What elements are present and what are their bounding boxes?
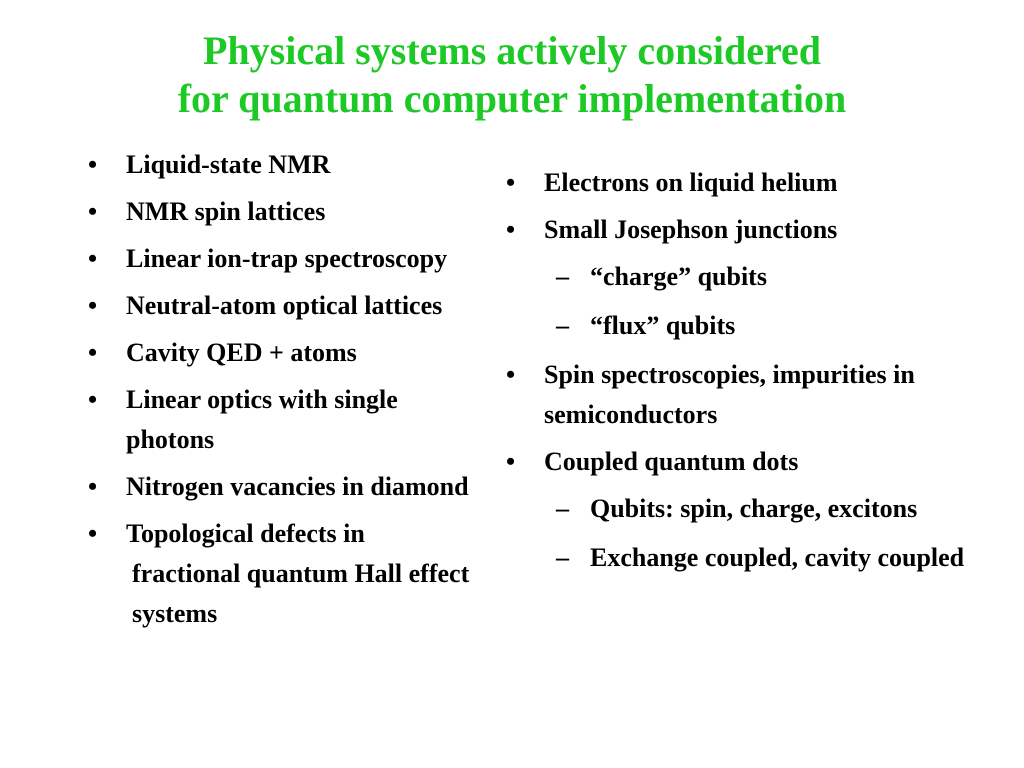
list-item-text: Neutral-atom optical lattices — [126, 291, 443, 320]
list-item — [88, 239, 488, 279]
bullet-icon: • — [88, 338, 98, 367]
list-item — [88, 467, 488, 507]
dash-icon: – — [556, 543, 569, 572]
bullet-icon: • — [506, 215, 516, 244]
list-item — [88, 333, 488, 373]
bullet-icon: • — [506, 447, 516, 476]
list-item-text: NMR spin lattices — [126, 197, 326, 226]
sub-list-item — [506, 489, 1016, 529]
bullet-icon: • — [88, 150, 98, 179]
list-item-text: Coupled quantum dots — [544, 447, 799, 476]
left-bullet-list — [88, 145, 488, 641]
list-item-text: Spin spectroscopies, impurities in semiconductors — [544, 360, 915, 429]
list-item — [88, 380, 488, 460]
dash-icon: – — [556, 494, 569, 523]
list-item — [506, 355, 1016, 435]
slide-title — [0, 27, 1024, 123]
dash-icon: – — [556, 311, 569, 340]
list-item-text: Electrons on liquid helium — [544, 168, 838, 197]
bullet-icon: • — [88, 519, 98, 548]
bullet-icon: • — [506, 168, 516, 197]
bullet-icon: • — [88, 197, 98, 226]
sub-list-item-text: “charge” qubits — [590, 262, 767, 291]
list-item — [88, 286, 488, 326]
sub-list-item — [506, 538, 1016, 578]
bullet-icon: • — [88, 244, 98, 273]
list-item-text: Cavity QED + atoms — [126, 338, 357, 367]
title-line-2: for quantum computer implementation — [177, 76, 847, 121]
list-item-text: fractional quantum Hall effect systems — [132, 559, 470, 628]
sub-list-item — [506, 306, 1016, 346]
sub-list-item — [506, 257, 1016, 297]
list-item — [88, 514, 488, 554]
list-item — [88, 192, 488, 232]
dash-icon: – — [556, 262, 569, 291]
list-item-text: Linear optics with single photons — [126, 385, 398, 454]
bullet-icon: • — [506, 360, 516, 389]
list-item-continuation — [88, 554, 488, 634]
list-item-text: Topological defects in — [126, 519, 365, 548]
list-item-text: Liquid-state NMR — [126, 150, 331, 179]
list-item-text: Small Josephson junctions — [544, 215, 838, 244]
bullet-icon: • — [88, 385, 98, 414]
sub-list-item-text: “flux” qubits — [590, 311, 736, 340]
list-item — [506, 163, 1016, 203]
sub-list-item-text: Qubits: spin, charge, excitons — [590, 494, 918, 523]
list-item — [88, 145, 488, 185]
bullet-icon: • — [88, 472, 98, 501]
bullet-icon: • — [88, 291, 98, 320]
list-item-text: Nitrogen vacancies in diamond — [126, 472, 469, 501]
list-item — [506, 210, 1016, 250]
title-line-1: Physical systems actively considered — [202, 28, 822, 73]
list-item — [506, 442, 1016, 482]
list-item-text: Linear ion-trap spectroscopy — [126, 244, 448, 273]
right-bullet-list — [506, 163, 1016, 587]
sub-list-item-text: Exchange coupled, cavity coupled — [590, 543, 965, 572]
